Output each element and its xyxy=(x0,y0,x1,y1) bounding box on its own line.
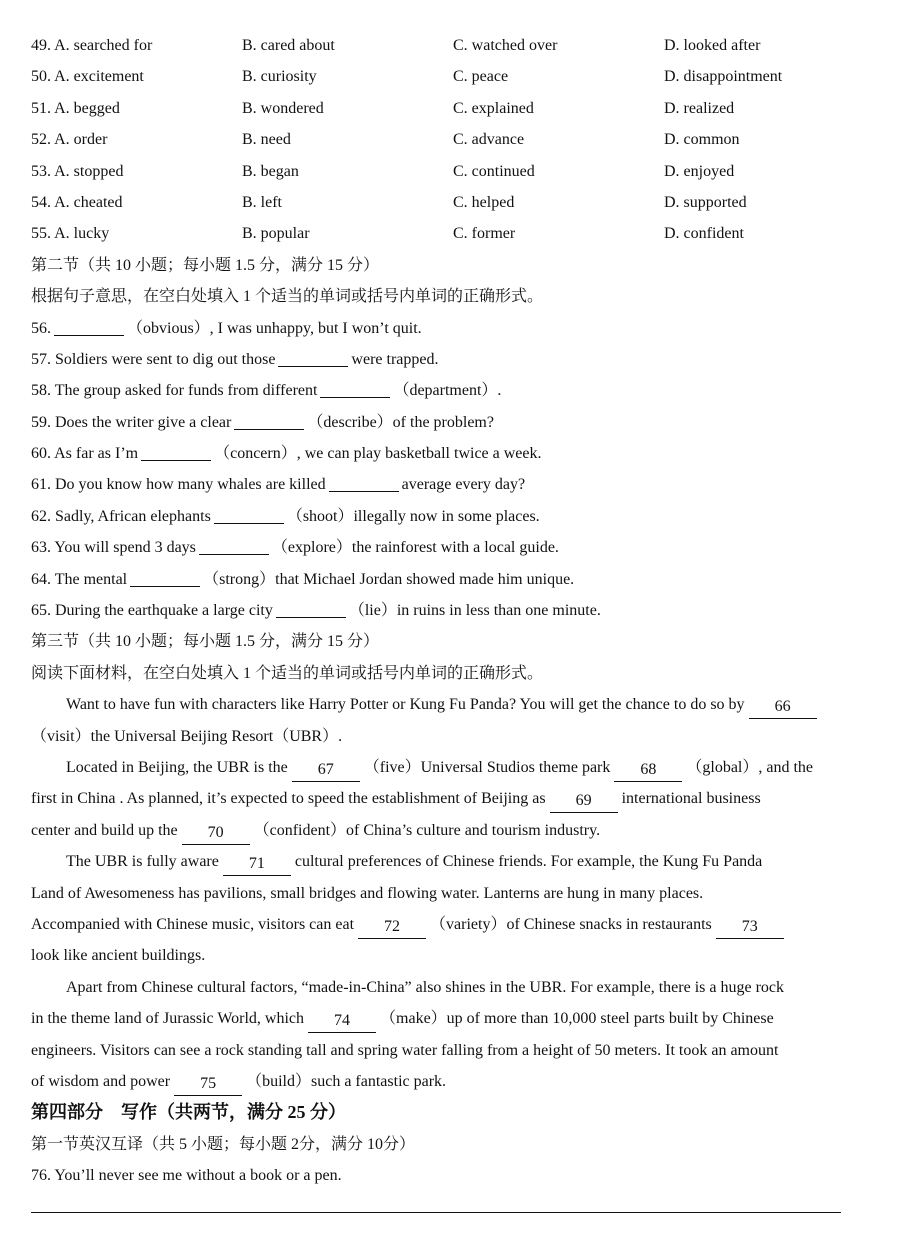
answer-blank[interactable] xyxy=(54,317,124,336)
section2-instruction: 根据句子意思，在空白处填入 1 个适当的单词或括号内单词的正确形式。 xyxy=(31,288,544,306)
option-b: B. curiosity xyxy=(242,68,317,86)
passage-line: Located in Beijing, the UBR is the 67 （five）Universal Studios theme park 68 （global）, and the xyxy=(31,752,871,783)
option-c: C. peace xyxy=(453,68,509,86)
answer-blank[interactable] xyxy=(278,348,348,367)
exam-page xyxy=(31,30,871,1191)
option-d: D. supported xyxy=(664,193,747,211)
option-d: D. disappointment xyxy=(664,68,783,86)
passage-line: Land of Awesomeness has pavilions, small bridges and flowing water. Lanterns are hung in many places. xyxy=(31,884,704,902)
answer-blank[interactable] xyxy=(276,599,346,618)
answer-blank-66[interactable]: 66 xyxy=(749,696,817,719)
mcq-row: 52. A. order B. need C. advance D. common xyxy=(31,124,871,155)
option-c: C. helped xyxy=(453,193,515,211)
answer-blank-70[interactable]: 70 xyxy=(182,822,250,845)
passage-line: center and build up the 70 （confident）of China’s culture and tourism industry. xyxy=(31,815,871,846)
fill-item: 63. You will spend 3 days （explore）the rainforest with a local guide. xyxy=(31,532,871,563)
option-a: A. lucky xyxy=(54,225,110,243)
answer-blank[interactable] xyxy=(130,568,200,587)
fill-item: 62. Sadly, African elephants （shoot）illegally now in some places. xyxy=(31,501,871,532)
option-a: A. cheated xyxy=(54,193,123,211)
mcq-row: 51. A. begged B. wondered C. explained D. realized xyxy=(31,93,871,124)
answer-blank-67[interactable]: 67 xyxy=(292,759,360,782)
fill-item: 65. During the earthquake a large city （lie）in ruins in less than one minute. xyxy=(31,595,871,626)
option-d: D. looked after xyxy=(664,37,761,54)
option-b: B. wondered xyxy=(242,99,324,117)
option-a: A. stopped xyxy=(54,162,124,180)
passage-line: first in China . As planned, it’s expected to speed the establishment of Beijing as 69 international business xyxy=(31,783,871,814)
option-d: D. common xyxy=(664,131,740,149)
answer-line-76[interactable] xyxy=(31,1212,841,1213)
answer-blank[interactable] xyxy=(329,473,399,492)
answer-blank-72[interactable]: 72 xyxy=(358,916,426,939)
fill-item: 64. The mental （strong）that Michael Jordan showed made him unique. xyxy=(31,564,871,595)
fill-item: 61. Do you know how many whales are killed average every day? xyxy=(31,469,871,500)
passage-line: look like ancient buildings. xyxy=(31,947,206,965)
passage-line: engineers. Visitors can see a rock standing tall and spring water falling from a height of 50 meters. It took an amount xyxy=(31,1041,779,1059)
fill-item: 58. The group asked for funds from different （department）. xyxy=(31,375,871,406)
answer-blank-69[interactable]: 69 xyxy=(550,790,618,813)
answer-blank[interactable] xyxy=(141,442,211,461)
option-b: B. need xyxy=(242,131,291,149)
fill-item: 57. Soldiers were sent to dig out those were trapped. xyxy=(31,344,871,375)
answer-blank-75[interactable]: 75 xyxy=(174,1073,242,1096)
part4-header: 第四部分 写作（共两节，满分 25 分） xyxy=(31,1102,346,1123)
option-c: C. former xyxy=(453,225,516,243)
passage-line: in the theme land of Jurassic World, which 74 （make）up of more than 10,000 steel parts built by Chinese xyxy=(31,1003,871,1034)
answer-blank-68[interactable]: 68 xyxy=(614,759,682,782)
mcq-row: 54. A. cheated B. left C. helped D. supported xyxy=(31,187,871,218)
option-a: A. begged xyxy=(54,99,120,117)
part4-subheader: 第一节英汉互译（共 5 小题；每小题 2分，满分 10分） xyxy=(31,1135,416,1153)
fill-item: 56. （obvious）, I was unhappy, but I won’t quit. xyxy=(31,313,871,344)
option-d: D. enjoyed xyxy=(664,162,735,180)
passage-line: Accompanied with Chinese music, visitors can eat 72 （variety）of Chinese snacks in restaurants 73 xyxy=(31,909,871,940)
option-b: B. popular xyxy=(242,225,310,243)
answer-blank-74[interactable]: 74 xyxy=(308,1010,376,1033)
section2-header: 第二节（共 10 小题；每小题 1.5 分，满分 15 分） xyxy=(31,256,380,274)
option-d: D. realized xyxy=(664,99,735,117)
mcq-row: 53. A. stopped B. began C. continued D. enjoyed xyxy=(31,156,871,187)
answer-blank-73[interactable]: 73 xyxy=(716,916,784,939)
answer-blank[interactable] xyxy=(234,411,304,430)
fill-item: 60. As far as I’m （concern）, we can play basketball twice a week. xyxy=(31,438,871,469)
section3-instruction: 阅读下面材料，在空白处填入 1 个适当的单词或括号内单词的正确形式。 xyxy=(31,664,544,682)
passage-line: （visit）the Universal Beijing Resort（UBR）. xyxy=(31,727,343,745)
option-d: D. confident xyxy=(664,225,744,243)
mcq-row: 55. A. lucky B. popular C. former D. confident xyxy=(31,218,871,249)
answer-blank-71[interactable]: 71 xyxy=(223,853,291,876)
mcq-list xyxy=(31,30,871,250)
option-c: C. watched over xyxy=(453,37,558,54)
question-76: 76. You’ll never see me without a book or a pen. xyxy=(31,1167,342,1185)
fill-item: 59. Does the writer give a clear （describe）of the problem? xyxy=(31,407,871,438)
passage-line: of wisdom and power 75 （build）such a fantastic park. xyxy=(31,1066,871,1097)
option-a: A. order xyxy=(54,131,108,149)
passage-line: Apart from Chinese cultural factors, “made-in-China” also shines in the UBR. For example, there is a huge rock xyxy=(66,978,785,996)
option-b: B. began xyxy=(242,162,299,180)
option-c: C. explained xyxy=(453,99,534,117)
section3-header: 第三节（共 10 小题；每小题 1.5 分，满分 15 分） xyxy=(31,633,380,651)
option-a: A. excitement xyxy=(54,68,144,86)
answer-blank[interactable] xyxy=(199,536,269,555)
option-b: B. cared about xyxy=(242,37,335,54)
answer-blank[interactable] xyxy=(214,505,284,524)
passage-line: Want to have fun with characters like Harry Potter or Kung Fu Panda? You will get the chance to do so by 66 xyxy=(31,689,871,720)
option-c: C. continued xyxy=(453,162,535,180)
passage xyxy=(31,689,871,1097)
answer-blank[interactable] xyxy=(320,379,390,398)
option-c: C. advance xyxy=(453,131,525,149)
mcq-row: 49. A. searched for B. cared about C. watched over D. looked after xyxy=(31,30,871,61)
option-a: A. searched for xyxy=(54,37,153,54)
option-b: B. left xyxy=(242,193,282,211)
passage-line: The UBR is fully aware 71 cultural preferences of Chinese friends. For example, the Kung Fu Panda xyxy=(31,846,871,877)
mcq-row: 50. A. excitement B. curiosity C. peace D. disappointment xyxy=(31,61,871,92)
